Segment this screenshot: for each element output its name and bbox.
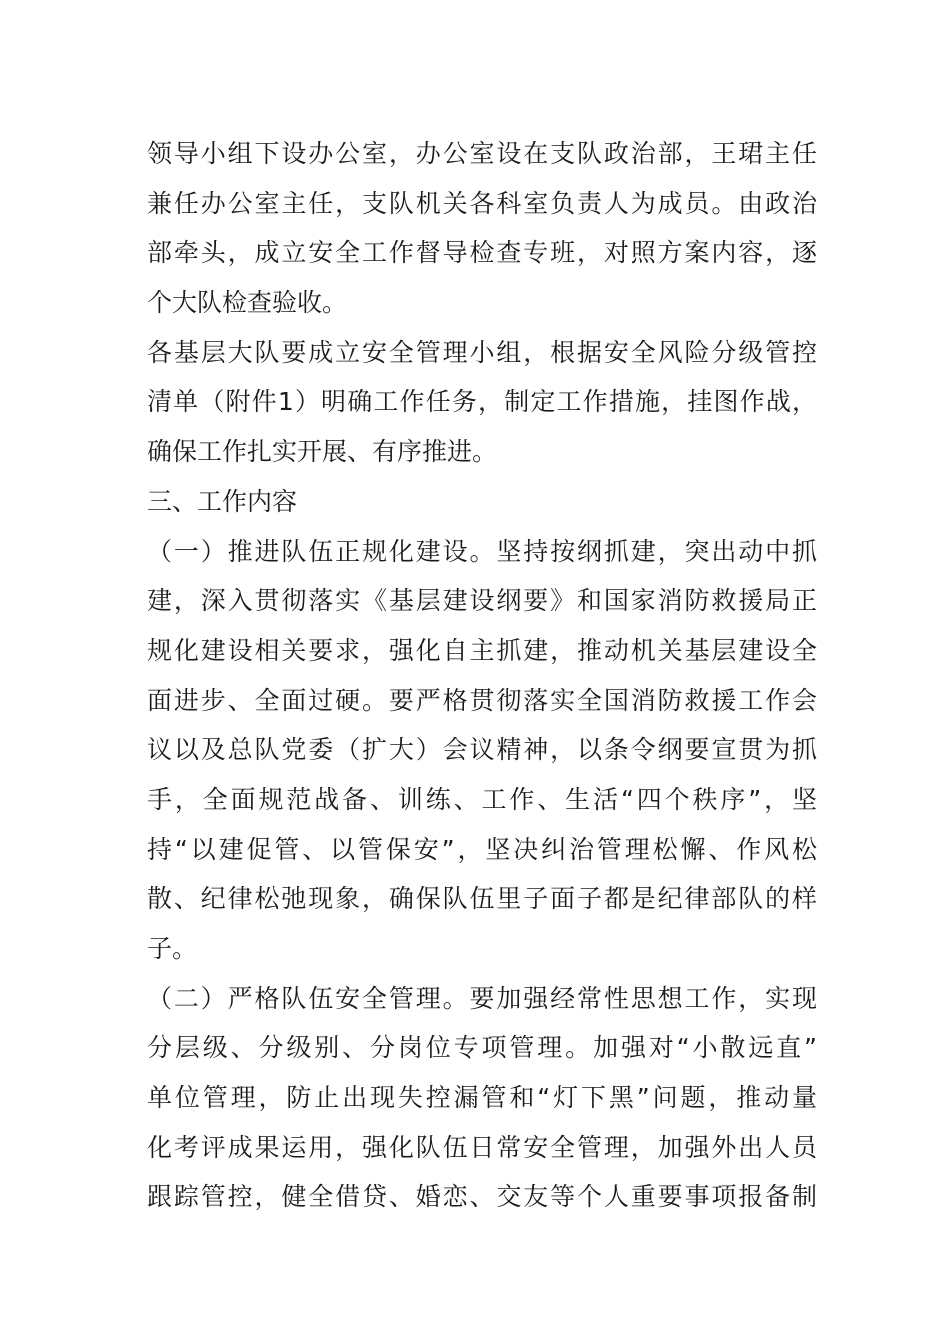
text-line: 议以及总队党委（扩大）会议精神，以条令纲要宣贯为抓 bbox=[147, 735, 817, 765]
text-line: （一）推进队伍正规化建设。坚持按纲抓建，突出动中抓 bbox=[147, 536, 817, 566]
text-line: 清单（附件1）明确工作任务，制定工作措施，挂图作战， bbox=[147, 387, 817, 417]
text-line: 散、纪律松弛现象，确保队伍里子面子都是纪律部队的样 bbox=[147, 884, 817, 914]
text-line: 单位管理，防止出现失控漏管和“灯下黑”问题，推动量 bbox=[147, 1083, 817, 1113]
section-heading: 三、工作内容 bbox=[147, 486, 298, 516]
document-body bbox=[147, 129, 817, 1222]
text-line: 建，深入贯彻落实《基层建设纲要》和国家消防救援局正 bbox=[147, 586, 817, 616]
text-line: 面进步、全面过硬。要严格贯彻落实全国消防救援工作会 bbox=[147, 685, 817, 715]
text-line: 规化建设相关要求，强化自主抓建，推动机关基层建设全 bbox=[147, 635, 817, 665]
text-line: 部牵头，成立安全工作督导检查专班，对照方案内容，逐 bbox=[147, 238, 817, 268]
text-line: 兼任办公室主任，支队机关各科室负责人为成员。由政治 bbox=[147, 188, 817, 218]
text-line: 子。 bbox=[147, 934, 198, 963]
text-line: （二）严格队伍安全管理。要加强经常性思想工作，实现 bbox=[147, 983, 817, 1013]
text-line: 确保工作扎实开展、有序推进。 bbox=[147, 437, 498, 467]
text-line: 领导小组下设办公室，办公室设在支队政治部，王珺主任 bbox=[147, 139, 817, 168]
text-line: 持“以建促管、以管保安”，坚决纠治管理松懈、作风松 bbox=[147, 834, 817, 864]
text-line: 分层级、分级别、分岗位专项管理。加强对“小散远直” bbox=[147, 1033, 817, 1063]
text-line: 个大队检查验收。 bbox=[147, 288, 348, 318]
text-line: 化考评成果运用，强化队伍日常安全管理，加强外出人员 bbox=[147, 1132, 817, 1162]
text-line: 手，全面规范战备、训练、工作、生活“四个秩序”，坚 bbox=[147, 784, 817, 814]
text-line: 跟踪管控，健全借贷、婚恋、交友等个人重要事项报备制 bbox=[147, 1182, 817, 1212]
text-line: 各基层大队要成立安全管理小组，根据安全风险分级管控 bbox=[147, 337, 817, 367]
